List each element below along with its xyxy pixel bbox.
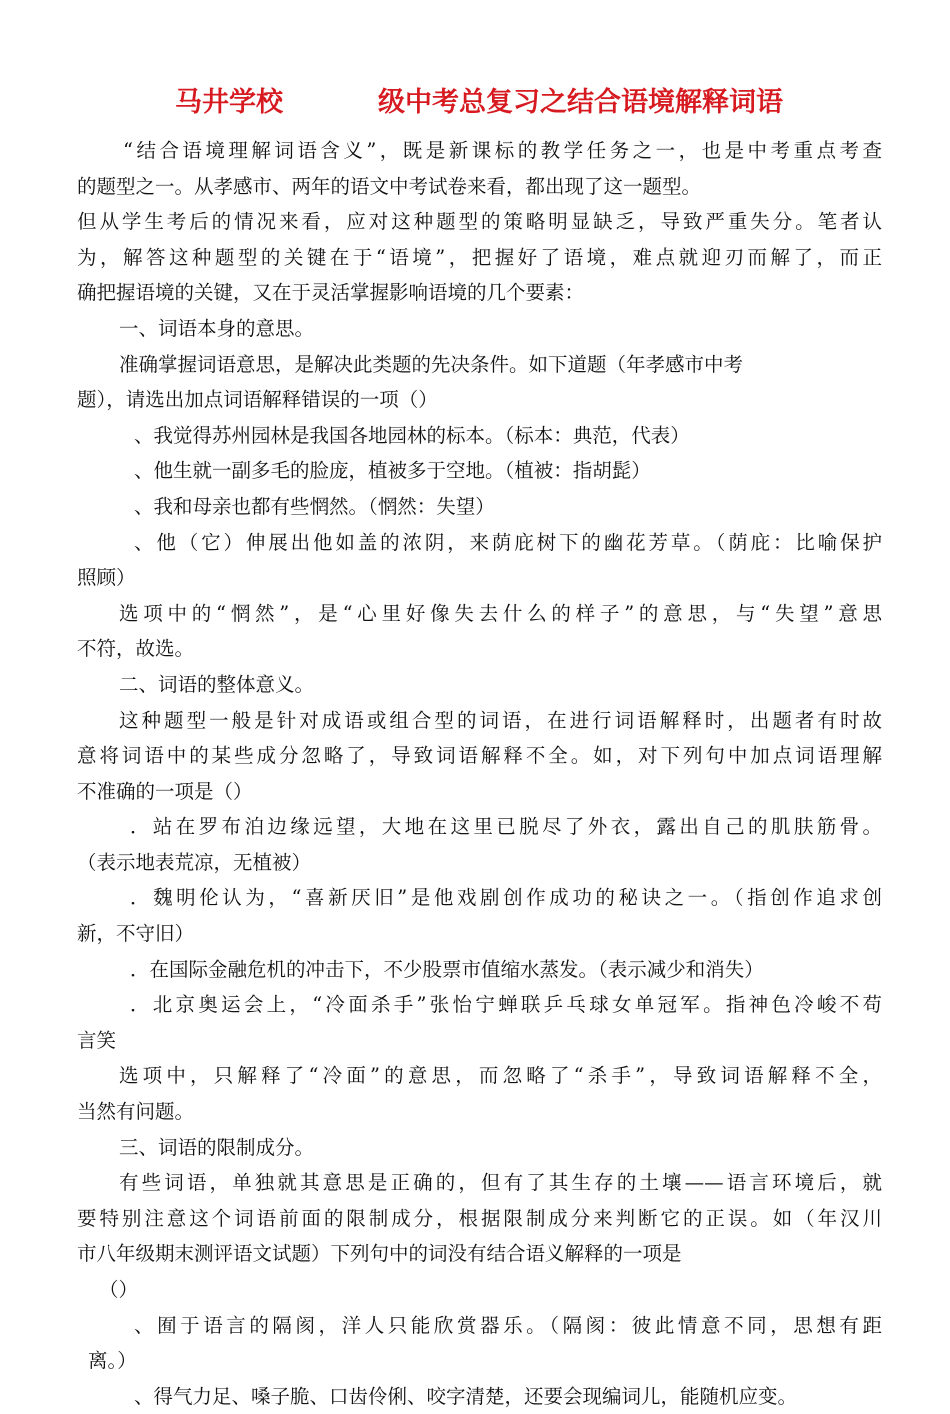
text-line: 的题型之一。从孝感市、两年的语文中考试卷来看，都出现了这一题型。: [77, 174, 702, 198]
text-line: 、囿于语言的隔阂，洋人只能欣赏器乐。（隔阂：彼此情意不同，思想有距: [134, 1313, 882, 1337]
text-line: “结合语境理解词语含义”，既是新课标的教学任务之一，也是中考重点考查: [123, 139, 882, 162]
text-line: 、得气力足、嗓子脆、口齿伶俐、咬字清楚，还要会现编词儿，能随机应变。: [134, 1384, 798, 1408]
text-line: 准确掌握词语意思，是解决此类题的先决条件。如下道题（年孝感市中考: [119, 352, 744, 376]
text-line: 意将词语中的某些成分忽略了，导致词语解释不全。如，对下列句中加点词语理解: [77, 744, 882, 768]
text-line: ．北京奥运会上，“冷面杀手”张怡宁蝉联乒乓球女单冠军。指神色冷峻不苟: [130, 993, 882, 1017]
text-line: 有些词语，单独就其意思是正确的，但有了其生存的土壤——语言环境后，就: [119, 1171, 882, 1195]
text-line: 不符，故选。: [77, 637, 195, 661]
text-line: 、他（它）伸展出他如盖的浓阴，来荫庇树下的幽花芳草。（荫庇：比喻保护: [134, 530, 882, 554]
text-line: 确把握语境的关键，又在于灵活掌握影响语境的几个要素：: [77, 281, 585, 305]
text-line: 离。）: [88, 1349, 137, 1373]
text-line: 、我觉得苏州园林是我国各地园林的标本。（标本：典范，代表）: [134, 423, 690, 447]
document-body: [77, 133, 882, 1414]
text-line: 新，不守旧）: [77, 922, 195, 946]
text-line: 为，解答这种题型的关键在于“语境”，把握好了语境，难点就迎刃而解了，而正: [77, 245, 882, 269]
text-line: 不准确的一项是（）: [77, 779, 253, 803]
text-line: （表示地表荒凉，无植被）: [77, 850, 312, 874]
text-line: 二、词语的整体意义。: [119, 672, 315, 696]
text-line: 当然有问题。: [77, 1100, 195, 1124]
text-line: ．魏明伦认为，“喜新厌旧”是他戏剧创作成功的秘诀之一。（指创作追求创: [130, 886, 882, 910]
text-line: （）: [99, 1278, 139, 1301]
text-line: 但从学生考后的情况来看，应对这种题型的策略明显缺乏，导致严重失分。笔者认: [77, 210, 882, 234]
text-line: 一、词语本身的意思。: [119, 316, 315, 340]
text-line: 这种题型一般是针对成语或组合型的词语，在进行词语解释时，出题者有时故: [119, 708, 882, 732]
text-line: 要特别注意这个词语前面的限制成分，根据限制成分来判断它的正误。如（年汉川: [77, 1206, 882, 1230]
title-school: 马井学校: [175, 87, 283, 118]
text-line: 市八年级期末测评语文试题）下列句中的词没有结合语义解释的一项是: [77, 1242, 682, 1266]
document-title: [0, 80, 950, 120]
text-line: 、我和母亲也都有些惘然。（惘然：失望）: [134, 494, 495, 518]
text-line: 照顾）: [77, 566, 136, 590]
text-line: 选项中的“惘然”，是“心里好像失去什么的样子”的意思，与“失望”意思: [119, 601, 882, 625]
text-line: 言笑: [77, 1028, 117, 1052]
text-line: 三、词语的限制成分。: [119, 1135, 315, 1159]
text-line: 题），请选出加点词语解释错误的一项（）: [77, 388, 438, 412]
text-line: 、他生就一副多毛的脸庞，植被多于空地。（植被：指胡髭）: [134, 459, 651, 483]
title-subject: 级中考总复习之结合语境解释词语: [378, 87, 783, 118]
text-line: ．站在罗布泊边缘远望，大地在这里已脱尽了外衣，露出自己的肌肤筋骨。: [130, 815, 882, 839]
text-line: ．在国际金融危机的冲击下，不少股票市值缩水蒸发。（表示减少和消失）: [130, 957, 764, 981]
text-line: 选项中，只解释了“冷面”的意思，而忽略了“杀手”，导致词语解释不全，: [119, 1064, 882, 1088]
